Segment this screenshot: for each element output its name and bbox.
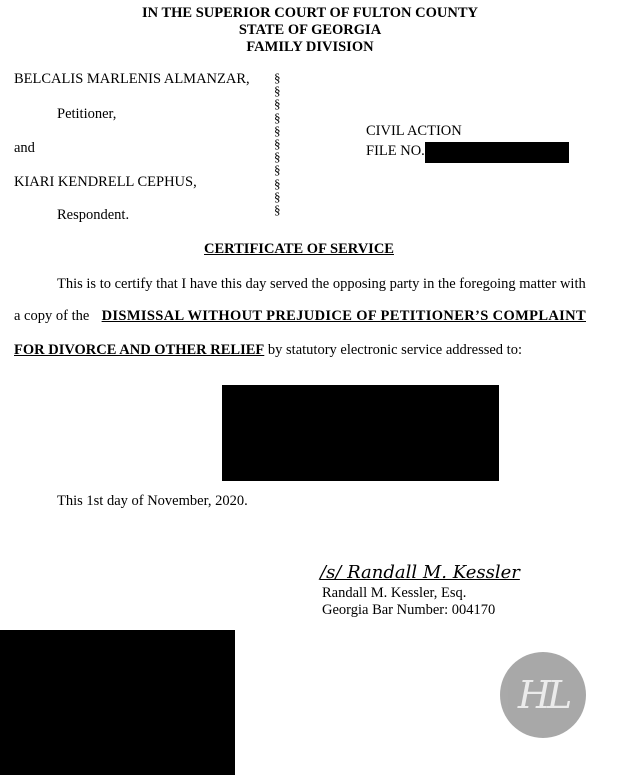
section-symbol: § bbox=[274, 201, 281, 217]
section-symbol: § bbox=[274, 135, 281, 151]
section-symbol: § bbox=[274, 122, 281, 138]
watermark-logo bbox=[500, 652, 586, 738]
petitioner-name: BELCALIS MARLENIS ALMANZAR, bbox=[14, 71, 250, 87]
court-division: FAMILY DIVISION bbox=[246, 39, 374, 55]
signer-name: Randall M. Kessler, Esq. bbox=[322, 585, 467, 601]
watermark-text: HL bbox=[517, 673, 569, 717]
section-symbol: § bbox=[274, 70, 281, 85]
section-symbol: § bbox=[274, 175, 281, 191]
court-state: STATE OF GEORGIA bbox=[238, 22, 382, 38]
body-line-3-suffix: by statutory electronic service addressed to: bbox=[267, 342, 522, 358]
file-no-label: FILE NO. bbox=[366, 143, 425, 159]
body-line-3 bbox=[14, 342, 522, 359]
section-symbol-column bbox=[274, 71, 286, 216]
caption-and: and bbox=[14, 140, 35, 156]
bar-number: Georgia Bar Number: 004170 bbox=[322, 602, 496, 618]
body-line-2-prefix: a copy of the bbox=[14, 308, 90, 324]
document-title-part-2: FOR DIVORCE AND OTHER RELIEF bbox=[14, 342, 265, 358]
document-title-part-1: DISMISSAL WITHOUT PREJUDICE OF PETITIONER’S COMPLAINT bbox=[101, 308, 586, 324]
file-number-redaction bbox=[425, 142, 569, 163]
respondent-role: Respondent. bbox=[57, 207, 130, 223]
address-redaction bbox=[222, 385, 499, 481]
respondent-name: KIARI KENDRELL CEPHUS, bbox=[14, 174, 197, 190]
section-symbol: § bbox=[274, 149, 281, 165]
electronic-signature: /s/ Randall M. Kessler bbox=[320, 562, 520, 583]
section-symbol: § bbox=[274, 83, 281, 99]
certificate-title: CERTIFICATE OF SERVICE bbox=[204, 241, 394, 257]
section-symbol: § bbox=[274, 109, 281, 125]
date-line: This 1st day of November, 2020. bbox=[57, 493, 248, 509]
section-symbol: § bbox=[274, 162, 281, 178]
civil-action-label: CIVIL ACTION bbox=[366, 123, 462, 139]
footer-redaction bbox=[0, 630, 235, 775]
body-line-1: This is to certify that I have this day served the opposing party in the foregoing matter with bbox=[57, 276, 586, 292]
petitioner-role: Petitioner, bbox=[57, 106, 117, 122]
section-symbol: § bbox=[274, 96, 281, 112]
section-symbol: § bbox=[274, 188, 281, 204]
body-line-2 bbox=[14, 308, 586, 325]
court-name: IN THE SUPERIOR COURT OF FULTON COUNTY bbox=[141, 5, 478, 21]
